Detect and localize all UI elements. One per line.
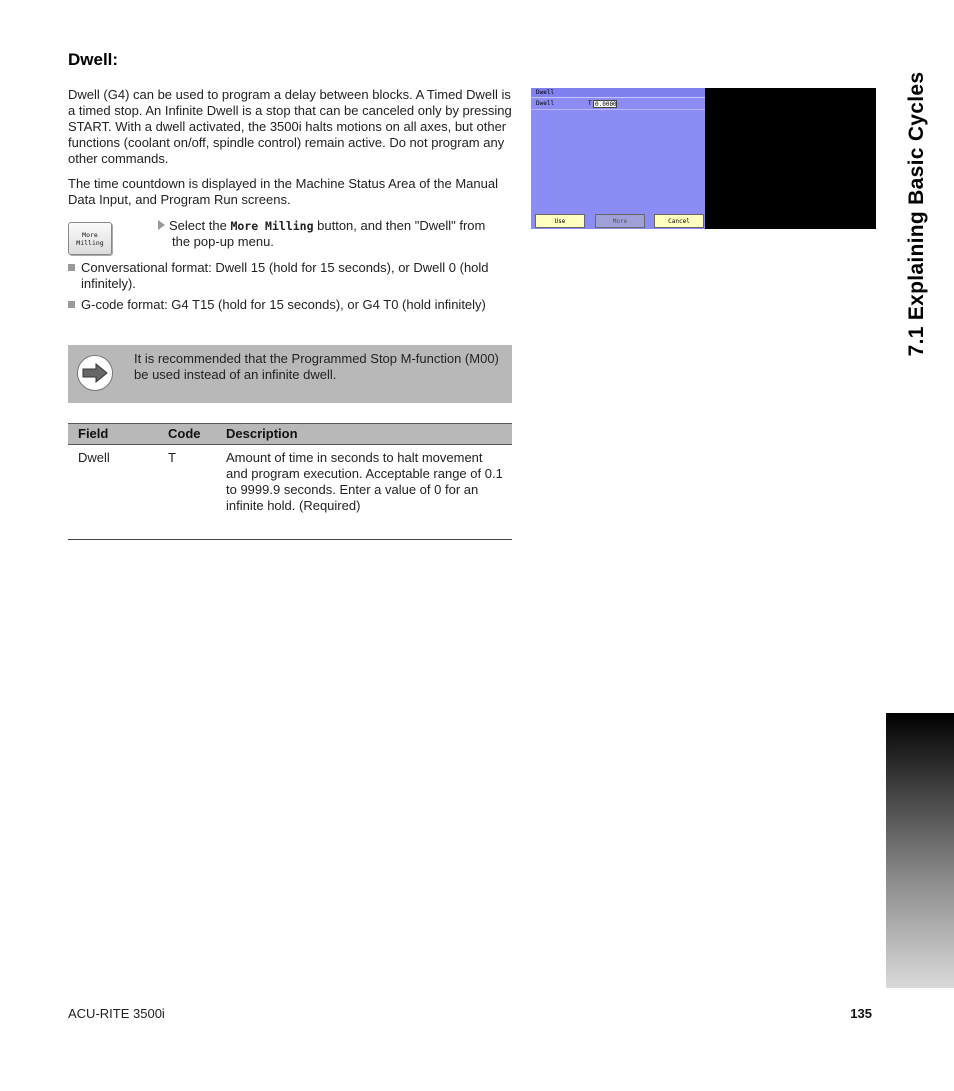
more-milling-softkey bbox=[68, 222, 112, 255]
section-title-text: 7.1 Explaining Basic Cycles bbox=[905, 71, 928, 357]
note-box bbox=[68, 345, 512, 403]
softkey-line1: More bbox=[82, 230, 98, 239]
cell-description: Amount of time in seconds to halt movement and program execution. Acceptable range of 0.1 to 9999.9 seconds. Enter a value of 0 for an infinite hold. (Required) bbox=[226, 450, 503, 513]
bullet-square-icon bbox=[68, 301, 75, 308]
softkey-line2: Milling bbox=[76, 238, 104, 247]
bullet-text: Conversational format: Dwell 15 (hold for 15 seconds), or Dwell 0 (hold infinitely). bbox=[81, 260, 489, 291]
bullet-square-icon bbox=[68, 264, 75, 271]
dwell-screen-capture bbox=[531, 88, 876, 229]
countdown-paragraph: The time countdown is displayed in the Machine Status Area of the Manual Data Input, and Program Run screens. bbox=[68, 176, 498, 207]
instruction-step bbox=[158, 218, 513, 250]
field-label: Dwell bbox=[536, 100, 555, 107]
table-row bbox=[68, 445, 512, 540]
chapter-tab-gradient bbox=[886, 713, 954, 988]
dwell-field-row bbox=[531, 99, 705, 110]
page-number: 135 bbox=[850, 1006, 872, 1021]
field-table bbox=[68, 423, 512, 540]
field-code: T bbox=[588, 100, 592, 107]
bullet-item-conversational bbox=[68, 260, 513, 292]
col-header-field: Field bbox=[78, 426, 109, 441]
table-header bbox=[68, 423, 512, 445]
use-softkey[interactable]: Use bbox=[535, 214, 585, 228]
step-prefix: Select the bbox=[169, 218, 231, 233]
form-title: Dwell bbox=[531, 88, 705, 98]
step-suffix: button, and then "Dwell" from bbox=[313, 218, 486, 233]
cell-field: Dwell bbox=[78, 450, 110, 465]
cancel-softkey[interactable]: Cancel bbox=[654, 214, 704, 228]
col-header-code: Code bbox=[168, 426, 201, 441]
note-text: It is recommended that the Programmed Stop M-function (M00) be used instead of an infinite dwell. bbox=[134, 351, 499, 382]
footer-product: ACU-RITE 3500i bbox=[68, 1006, 165, 1021]
step-arrow-icon bbox=[158, 220, 165, 230]
section-heading: Dwell: bbox=[68, 50, 119, 69]
dwell-form-panel bbox=[531, 88, 705, 229]
intro-paragraph: Dwell (G4) can be used to program a delay between blocks. A Timed Dwell is a timed stop. An Infinite Dwell is a stop that can be canceled only by pressing START. With a dwell activated, the 3500i halts motions on all axes, but other functions (coolant on/off, spindle control) remain active. Do not program any other commands. bbox=[68, 87, 512, 166]
step-button-name: More Milling bbox=[230, 219, 314, 233]
col-header-description: Description bbox=[226, 426, 298, 441]
bullet-item-gcode bbox=[68, 297, 513, 313]
more-softkey[interactable]: More bbox=[595, 214, 645, 228]
dwell-time-input[interactable]: 0.0000 bbox=[595, 101, 617, 108]
step-line2: the pop-up menu. bbox=[172, 234, 274, 249]
cell-code: T bbox=[168, 450, 176, 465]
arrow-right-icon bbox=[77, 355, 113, 391]
bullet-text: G-code format: G4 T15 (hold for 15 seconds), or G4 T0 (hold infinitely) bbox=[81, 297, 486, 312]
